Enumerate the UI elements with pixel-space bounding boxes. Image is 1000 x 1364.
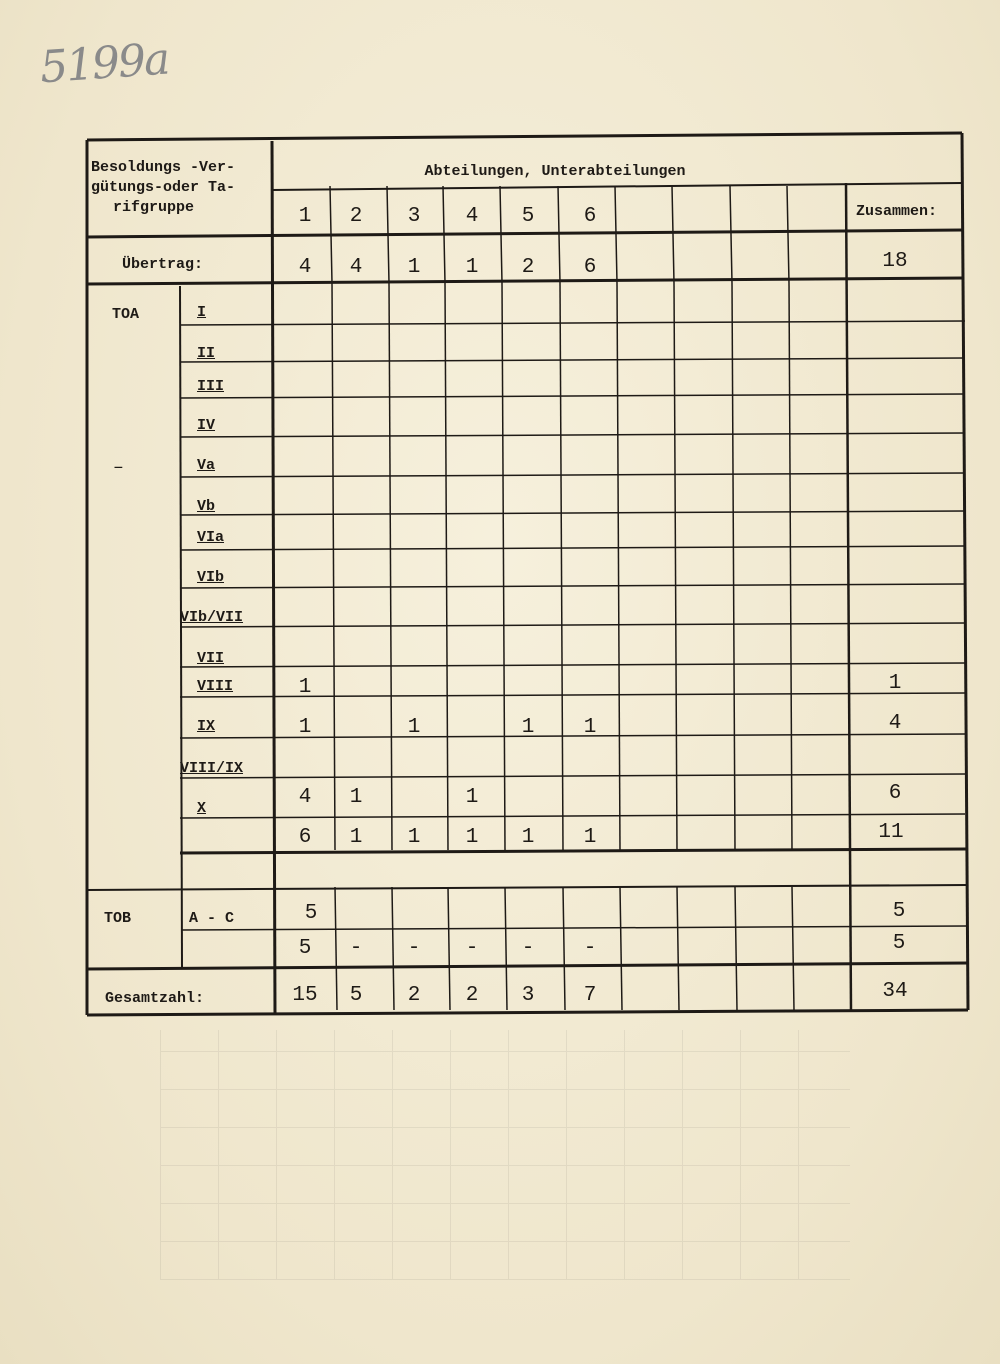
grid-line bbox=[560, 283, 563, 850]
dept-number-6: 6 bbox=[583, 205, 597, 228]
toa-subtotal-cell: 1 bbox=[349, 826, 363, 849]
grid-line bbox=[87, 885, 967, 890]
grid-line bbox=[792, 887, 794, 1010]
dept-number-2: 2 bbox=[349, 205, 363, 228]
grid-line bbox=[445, 283, 448, 850]
grid-line bbox=[87, 1010, 968, 1015]
grid-line bbox=[563, 887, 565, 1010]
archive-mark: 5199a bbox=[38, 33, 170, 94]
tob-subtotal-cell: - bbox=[521, 937, 535, 960]
uebertrag-total: 18 bbox=[882, 250, 908, 273]
gesamt-cell: 2 bbox=[465, 984, 479, 1007]
tob-group-label: TOB bbox=[104, 910, 132, 927]
grid-line bbox=[500, 186, 502, 283]
toa-grade-IV: IV bbox=[197, 417, 216, 434]
grid-line bbox=[730, 186, 732, 283]
grid-line bbox=[180, 623, 965, 627]
grid-line bbox=[505, 887, 507, 1010]
toa-subtotal-cell: 1 bbox=[583, 826, 597, 849]
toa-row-total: 6 bbox=[888, 782, 902, 805]
uebertrag-cell: 1 bbox=[407, 256, 421, 279]
gesamt-cell: 7 bbox=[583, 984, 597, 1007]
grid-line bbox=[846, 183, 851, 1011]
departments-title: Abteilungen, Unterabteilungen bbox=[424, 163, 686, 180]
grid-line bbox=[335, 887, 337, 1010]
toa-subtotal-cell: 1 bbox=[407, 826, 421, 849]
uebertrag-cell: 2 bbox=[521, 256, 535, 279]
grid-line bbox=[87, 963, 968, 969]
grid-line bbox=[392, 887, 394, 1010]
toa-subtotal-cell: 1 bbox=[465, 826, 479, 849]
grid-line bbox=[502, 283, 505, 850]
grid-line bbox=[672, 186, 674, 283]
grid-line bbox=[558, 186, 560, 283]
toa-subtotal-total: 11 bbox=[878, 821, 904, 844]
tob-subtotal-cell: 5 bbox=[298, 937, 312, 960]
tob-subtotal-total: 5 bbox=[892, 932, 906, 955]
grid-line bbox=[674, 283, 677, 850]
toa-subtotal-cell: 1 bbox=[521, 826, 535, 849]
toa-cell: 1 bbox=[407, 716, 421, 739]
group-label-line-1: Besoldungs -Ver- bbox=[91, 159, 236, 176]
toa-grade-IX: IX bbox=[197, 718, 216, 735]
grid-line bbox=[87, 230, 962, 237]
grid-line bbox=[387, 186, 389, 283]
uebertrag-cell: 4 bbox=[298, 256, 312, 279]
toa-cell: 1 bbox=[349, 786, 363, 809]
dept-number-4: 4 bbox=[465, 205, 479, 228]
toa-cell: 1 bbox=[298, 676, 312, 699]
grid-line bbox=[272, 141, 275, 1013]
grid-line bbox=[180, 814, 965, 818]
toa-cell: 4 bbox=[298, 786, 312, 809]
grid-line bbox=[615, 186, 617, 283]
group-label-line-2: gütungs-oder Ta- bbox=[91, 179, 236, 196]
tob-subtotal-cell: - bbox=[407, 937, 421, 960]
gesamt-cell: 2 bbox=[407, 984, 421, 1007]
grid-line bbox=[620, 887, 622, 1010]
grid-line bbox=[330, 186, 332, 283]
grid-line bbox=[962, 133, 968, 1010]
tob-row-total: 5 bbox=[892, 900, 906, 923]
toa-grade-VIb-VII: VIb/VII bbox=[180, 609, 244, 626]
uebertrag-cell: 1 bbox=[465, 256, 479, 279]
toa-cell: 1 bbox=[298, 716, 312, 739]
grid-line bbox=[332, 283, 335, 850]
grid-line bbox=[272, 183, 962, 190]
grid-line bbox=[389, 283, 392, 850]
toa-grade-VIb: VIb bbox=[197, 569, 225, 586]
gesamt-total: 34 bbox=[882, 980, 908, 1003]
tob-grade-label: A - C bbox=[189, 910, 235, 927]
gesamt-cell: 3 bbox=[521, 984, 535, 1007]
tob-cell: 5 bbox=[304, 902, 318, 925]
toa-subtotal-cell: 6 bbox=[298, 826, 312, 849]
tob-subtotal-cell: - bbox=[349, 937, 363, 960]
toa-row-total: 1 bbox=[888, 672, 902, 695]
toa-grade-VIII-IX: VIII/IX bbox=[180, 760, 244, 777]
toa-row-total: 4 bbox=[888, 712, 902, 735]
grid-line bbox=[180, 849, 966, 853]
grid-line bbox=[180, 663, 965, 667]
grid-line bbox=[677, 887, 679, 1010]
group-label-line-3: rifgruppe bbox=[113, 199, 195, 216]
grid-line bbox=[448, 887, 450, 1010]
grid-line bbox=[735, 887, 737, 1010]
toa-grade-Va: Va bbox=[197, 457, 216, 474]
grid-line bbox=[443, 186, 445, 283]
gesamt-cell: 5 bbox=[349, 984, 363, 1007]
grid-line bbox=[617, 283, 620, 850]
toa-group-label: TOA bbox=[112, 306, 140, 323]
toa-grade-VII: VII bbox=[197, 650, 225, 667]
toa-grade-III: III bbox=[197, 378, 225, 395]
grid-line bbox=[87, 133, 962, 140]
uebertrag-label: Übertrag: bbox=[122, 256, 204, 273]
toa-grade-Vb: Vb bbox=[197, 498, 216, 515]
uebertrag-cell: 6 bbox=[583, 256, 597, 279]
gesamt-label: Gesamtzahl: bbox=[105, 990, 205, 1007]
tob-subtotal-cell: - bbox=[465, 937, 479, 960]
toa-cell: 1 bbox=[465, 786, 479, 809]
toa-dash-mark: – bbox=[113, 458, 124, 478]
total-column-header: Zusammen: bbox=[856, 203, 938, 220]
toa-grade-II: II bbox=[197, 345, 216, 362]
toa-cell: 1 bbox=[583, 716, 597, 739]
grid-line bbox=[789, 283, 792, 850]
uebertrag-cell: 4 bbox=[349, 256, 363, 279]
toa-grade-VIII: VIII bbox=[197, 678, 234, 695]
dept-number-5: 5 bbox=[521, 205, 535, 228]
toa-grade-X: X bbox=[197, 800, 207, 817]
dept-number-1: 1 bbox=[298, 205, 312, 228]
toa-grade-VIa: VIa bbox=[197, 529, 225, 546]
tob-subtotal-cell: - bbox=[583, 937, 597, 960]
gesamt-cell: 15 bbox=[292, 984, 318, 1007]
toa-grade-I: I bbox=[197, 304, 207, 321]
grid-line bbox=[732, 283, 735, 850]
dept-number-3: 3 bbox=[407, 205, 421, 228]
grid-line bbox=[180, 774, 965, 778]
grid-line bbox=[787, 186, 789, 283]
toa-cell: 1 bbox=[521, 716, 535, 739]
